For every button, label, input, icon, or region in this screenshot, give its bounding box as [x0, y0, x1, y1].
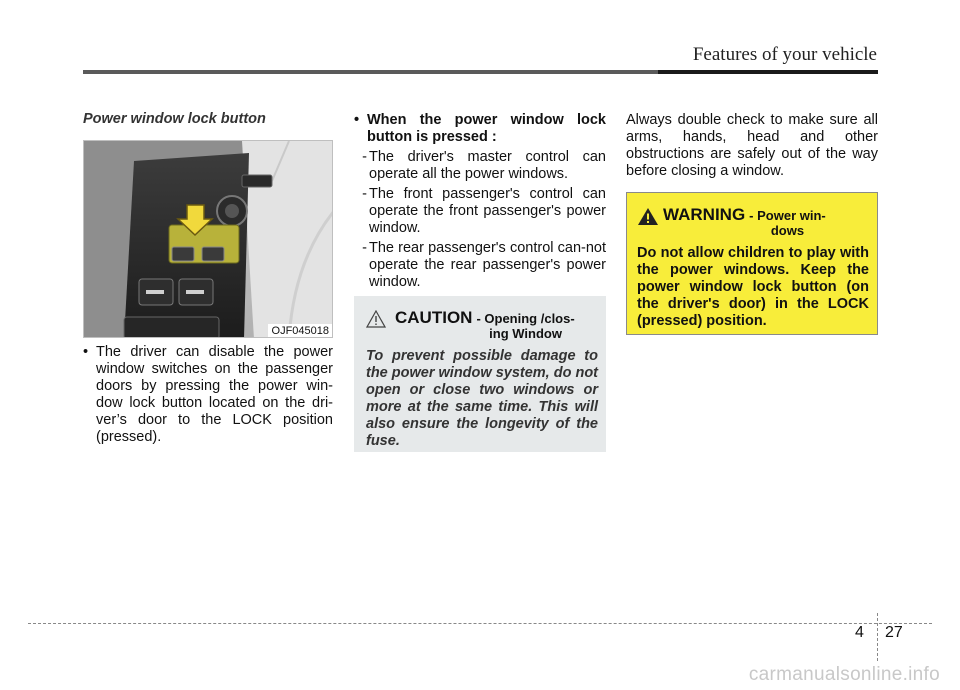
header-rule [83, 70, 878, 74]
running-header-title: Features of your vehicle [692, 44, 877, 65]
bullet-icon: • [83, 344, 89, 360]
warning-subtitle-line2: dows [770, 223, 805, 238]
column1-bullet-text: The driver can disable the power window switches on the passenger doors by pressing the power win-dow lock button located on the dri-ver’s door to the LOCK position (pressed). [96, 344, 333, 445]
caution-triangle-icon [366, 310, 386, 328]
bullet-icon: • [354, 112, 360, 128]
figure-code: OJF045018 [268, 324, 332, 337]
column1-bullet [83, 344, 333, 446]
caution-box [354, 296, 606, 452]
list-item: The rear passenger's control can-not operate the rear passenger's power window. [369, 240, 606, 290]
chapter-number: 4 [855, 624, 864, 641]
caution-subtitle-line2: ing Window [489, 326, 562, 341]
warning-subtitle-line1: - Power win- [749, 208, 826, 223]
dash-icon: - [362, 149, 367, 165]
column2-list [354, 112, 606, 291]
watermark: carmanualsonline.info [748, 664, 940, 685]
door-switch-photo [83, 140, 333, 338]
door-switch-illustration [84, 141, 333, 338]
dash-icon: - [362, 186, 367, 202]
list-item: The driver's master control can operate all the power windows. [369, 149, 606, 182]
page-number: 27 [885, 624, 903, 641]
footer-rule [28, 623, 932, 624]
warning-box [626, 192, 878, 335]
column3-paragraph: Always double check to make sure all arms, hands, head and other obstructions are safely out of the way before closing a window. [626, 112, 878, 179]
dash-icon: - [362, 240, 367, 256]
section-title: Power window lock button [83, 111, 266, 127]
warning-body: Do not allow children to play with the power windows. Keep the power window lock button (on the driver's door) in the LOCK (pressed) position. [637, 245, 869, 329]
caution-label: CAUTION [395, 308, 473, 327]
warning-triangle-icon [637, 207, 659, 226]
warning-label: WARNING [663, 205, 746, 224]
column2-bullet-heading: When the power window lock button is pressed : [367, 112, 606, 145]
caution-subtitle-line1: - Opening /clos- [476, 311, 575, 326]
list-item: The front passenger's control can operate the front passenger's power window. [369, 186, 606, 236]
caution-body: To prevent possible damage to the power window system, do not open or close two windows or more at the same time. This will also ensure the longevity of the fuse. [366, 348, 599, 449]
footer-divider [877, 613, 878, 661]
